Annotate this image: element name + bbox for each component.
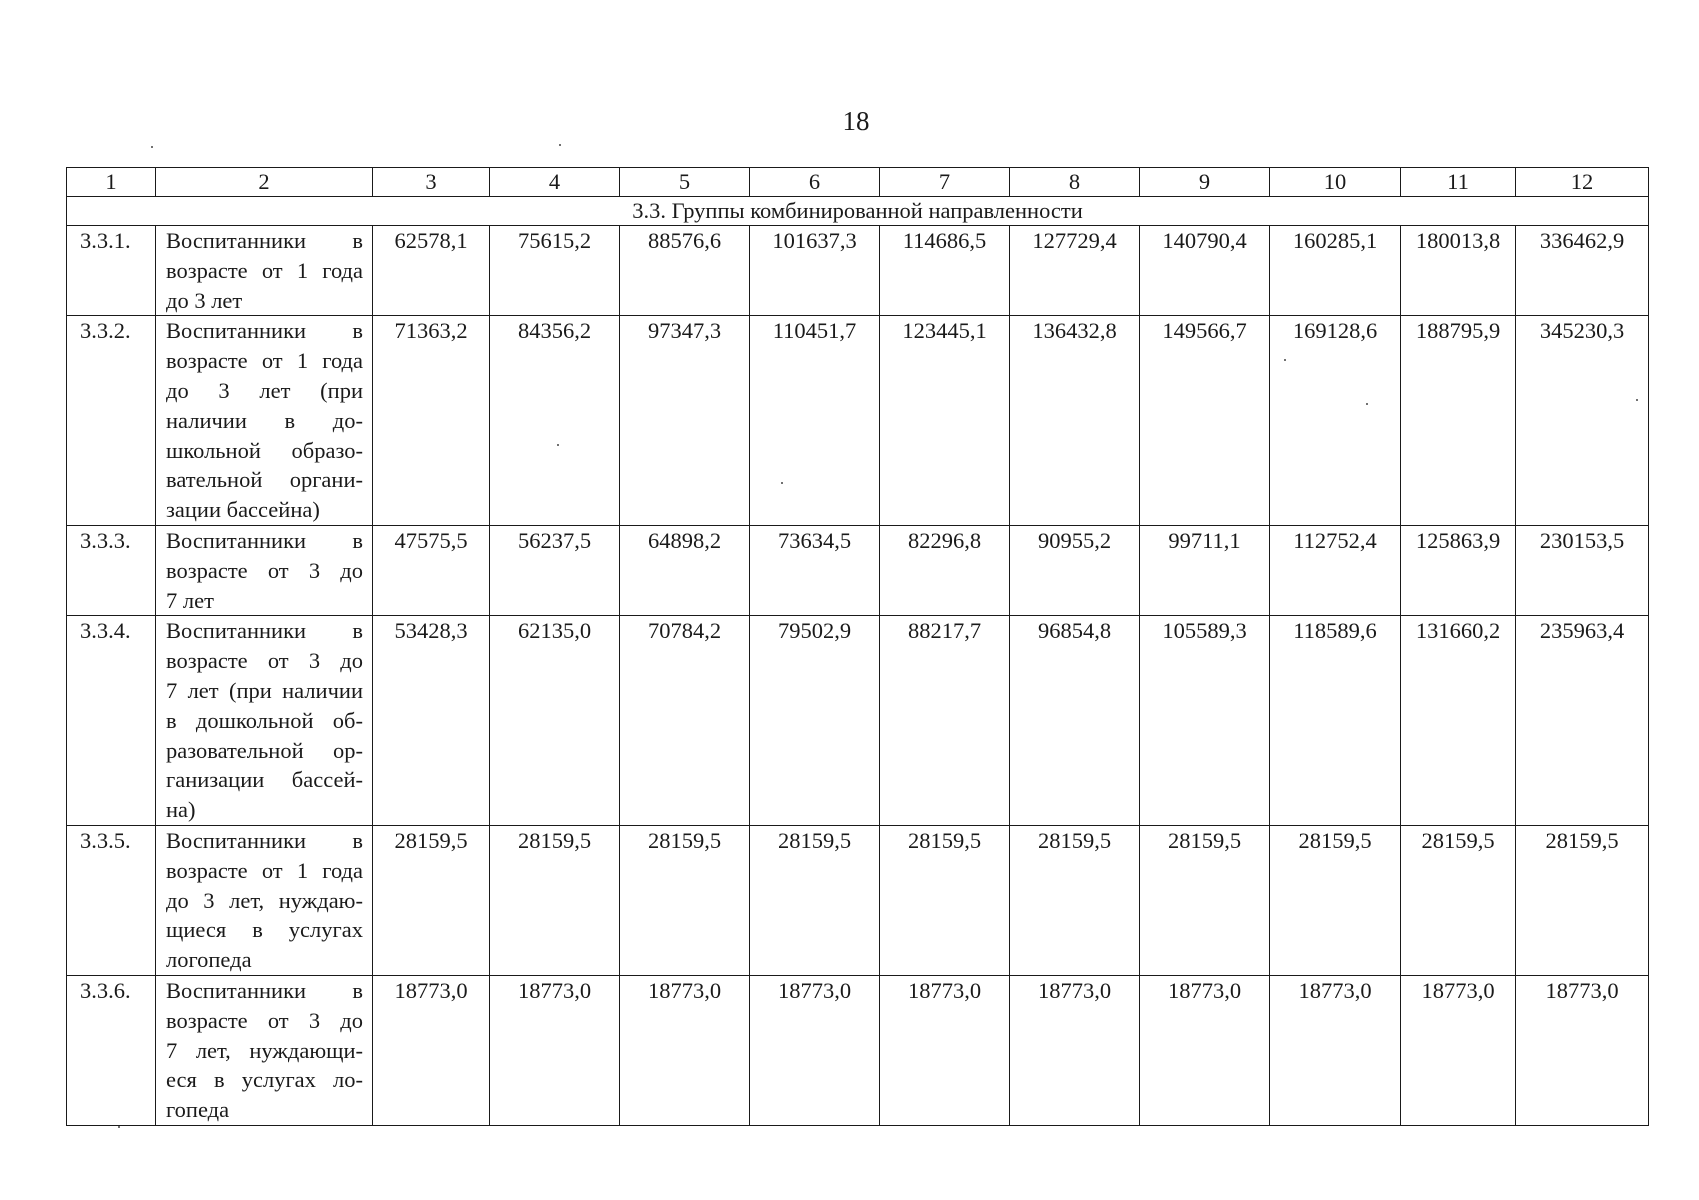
table-row bbox=[67, 825, 1649, 975]
value-cell: 28159,5 bbox=[1516, 825, 1649, 975]
value-cell: 18773,0 bbox=[490, 975, 620, 1125]
row-description bbox=[156, 226, 373, 316]
value-cell: 84356,2 bbox=[490, 316, 620, 526]
column-header: 5 bbox=[620, 168, 750, 197]
section-title: 3.3. Группы комбинированной направленности bbox=[67, 197, 1649, 226]
description-line: логопеда bbox=[166, 947, 252, 973]
description-line: школьной образо- bbox=[166, 437, 363, 463]
value-cell: 149566,7 bbox=[1140, 316, 1270, 526]
value-cell: 18773,0 bbox=[373, 975, 490, 1125]
value-cell: 18773,0 bbox=[620, 975, 750, 1125]
column-header: 4 bbox=[490, 168, 620, 197]
value-cell: 56237,5 bbox=[490, 525, 620, 615]
scan-speck bbox=[1636, 399, 1638, 401]
value-cell: 28159,5 bbox=[880, 825, 1010, 975]
description-line: 7 лет bbox=[166, 587, 214, 613]
tariff-table bbox=[66, 167, 1649, 1126]
value-cell: 230153,5 bbox=[1516, 525, 1649, 615]
value-cell: 28159,5 bbox=[1401, 825, 1516, 975]
value-cell: 97347,3 bbox=[620, 316, 750, 526]
value-cell: 18773,0 bbox=[1140, 975, 1270, 1125]
value-cell: 188795,9 bbox=[1401, 316, 1516, 526]
description-line: разовательной ор- bbox=[166, 737, 363, 763]
value-cell: 28159,5 bbox=[373, 825, 490, 975]
scan-speck bbox=[557, 444, 559, 446]
table-row bbox=[67, 226, 1649, 316]
value-cell: 123445,1 bbox=[880, 316, 1010, 526]
description-line: Воспитанники в bbox=[166, 977, 363, 1003]
description-line: наличии в до- bbox=[166, 407, 363, 433]
row-number: 3.3.1. bbox=[67, 226, 156, 316]
column-header: 2 bbox=[156, 168, 373, 197]
column-header: 6 bbox=[750, 168, 880, 197]
value-cell: 114686,5 bbox=[880, 226, 1010, 316]
description-line: Воспитанники в bbox=[166, 827, 363, 853]
description-line: возрасте от 1 года bbox=[166, 857, 363, 883]
description-line: в дошкольной об- bbox=[166, 707, 363, 733]
value-cell: 28159,5 bbox=[1140, 825, 1270, 975]
value-cell: 53428,3 bbox=[373, 616, 490, 826]
value-cell: 18773,0 bbox=[880, 975, 1010, 1125]
value-cell: 28159,5 bbox=[1270, 825, 1401, 975]
scan-speck bbox=[151, 146, 153, 148]
value-cell: 71363,2 bbox=[373, 316, 490, 526]
table-row bbox=[67, 616, 1649, 826]
description-line: Воспитанники в bbox=[166, 318, 363, 344]
row-number: 3.3.3. bbox=[67, 525, 156, 615]
value-cell: 28159,5 bbox=[490, 825, 620, 975]
description-line: Воспитанники в bbox=[166, 228, 363, 253]
value-cell: 75615,2 bbox=[490, 226, 620, 316]
value-cell: 112752,4 bbox=[1270, 525, 1401, 615]
section-row bbox=[67, 197, 1649, 226]
value-cell: 127729,4 bbox=[1010, 226, 1140, 316]
description-line: на) bbox=[166, 797, 196, 823]
value-cell: 90955,2 bbox=[1010, 525, 1140, 615]
value-cell: 47575,5 bbox=[373, 525, 490, 615]
row-number: 3.3.2. bbox=[67, 316, 156, 526]
value-cell: 18773,0 bbox=[1401, 975, 1516, 1125]
row-number: 3.3.4. bbox=[67, 616, 156, 826]
value-cell: 88217,7 bbox=[880, 616, 1010, 826]
table-row bbox=[67, 525, 1649, 615]
scan-speck bbox=[559, 144, 561, 146]
description-line: возрасте от 3 до bbox=[166, 557, 363, 583]
column-header: 12 bbox=[1516, 168, 1649, 197]
row-number: 3.3.5. bbox=[67, 825, 156, 975]
value-cell: 110451,7 bbox=[750, 316, 880, 526]
column-header: 7 bbox=[880, 168, 1010, 197]
scan-speck bbox=[1366, 403, 1368, 405]
description-line: до 3 лет bbox=[166, 287, 243, 313]
description-line: ганизации бассей- bbox=[166, 767, 363, 793]
value-cell: 99711,1 bbox=[1140, 525, 1270, 615]
value-cell: 140790,4 bbox=[1140, 226, 1270, 316]
description-line: до 3 лет, нуждаю- bbox=[166, 887, 363, 913]
row-description bbox=[156, 316, 373, 526]
column-header: 1 bbox=[67, 168, 156, 197]
value-cell: 73634,5 bbox=[750, 525, 880, 615]
value-cell: 18773,0 bbox=[1516, 975, 1649, 1125]
column-header: 11 bbox=[1401, 168, 1516, 197]
row-number: 3.3.6. bbox=[67, 975, 156, 1125]
row-description bbox=[156, 616, 373, 826]
description-line: до 3 лет (при bbox=[166, 377, 363, 403]
value-cell: 82296,8 bbox=[880, 525, 1010, 615]
row-description bbox=[156, 975, 373, 1125]
description-line: 7 лет (при наличии bbox=[166, 677, 363, 703]
column-header: 3 bbox=[373, 168, 490, 197]
page-number: 18 bbox=[842, 106, 870, 136]
description-line: Воспитанники в bbox=[166, 618, 363, 644]
scan-speck bbox=[781, 482, 783, 484]
value-cell: 136432,8 bbox=[1010, 316, 1140, 526]
value-cell: 131660,2 bbox=[1401, 616, 1516, 826]
column-header: 9 bbox=[1140, 168, 1270, 197]
description-line: возрасте от 3 до bbox=[166, 648, 363, 674]
description-line: возрасте от 1 года bbox=[166, 348, 363, 374]
column-header: 10 bbox=[1270, 168, 1401, 197]
header-row bbox=[67, 168, 1649, 197]
row-description bbox=[156, 525, 373, 615]
value-cell: 79502,9 bbox=[750, 616, 880, 826]
description-line: зации бассейна) bbox=[166, 497, 320, 523]
column-header: 8 bbox=[1010, 168, 1140, 197]
description-line: возрасте от 1 года bbox=[166, 257, 363, 283]
value-cell: 125863,9 bbox=[1401, 525, 1516, 615]
value-cell: 118589,6 bbox=[1270, 616, 1401, 826]
value-cell: 18773,0 bbox=[750, 975, 880, 1125]
description-line: еся в услугах ло- bbox=[166, 1067, 363, 1093]
value-cell: 62135,0 bbox=[490, 616, 620, 826]
value-cell: 28159,5 bbox=[750, 825, 880, 975]
value-cell: 101637,3 bbox=[750, 226, 880, 316]
value-cell: 88576,6 bbox=[620, 226, 750, 316]
table-row bbox=[67, 316, 1649, 526]
row-description bbox=[156, 825, 373, 975]
value-cell: 96854,8 bbox=[1010, 616, 1140, 826]
value-cell: 345230,3 bbox=[1516, 316, 1649, 526]
value-cell: 28159,5 bbox=[620, 825, 750, 975]
value-cell: 180013,8 bbox=[1401, 226, 1516, 316]
description-line: возрасте от 3 до bbox=[166, 1007, 363, 1033]
value-cell: 18773,0 bbox=[1270, 975, 1401, 1125]
scan-speck bbox=[118, 1126, 120, 1128]
description-line: 7 лет, нуждающи- bbox=[166, 1037, 363, 1063]
value-cell: 169128,6 bbox=[1270, 316, 1401, 526]
value-cell: 28159,5 bbox=[1010, 825, 1140, 975]
description-line: щиеся в услугах bbox=[166, 917, 363, 943]
table-row bbox=[67, 975, 1649, 1125]
value-cell: 336462,9 bbox=[1516, 226, 1649, 316]
value-cell: 64898,2 bbox=[620, 525, 750, 615]
scan-speck bbox=[1284, 359, 1286, 361]
value-cell: 235963,4 bbox=[1516, 616, 1649, 826]
value-cell: 18773,0 bbox=[1010, 975, 1140, 1125]
value-cell: 160285,1 bbox=[1270, 226, 1401, 316]
value-cell: 62578,1 bbox=[373, 226, 490, 316]
value-cell: 105589,3 bbox=[1140, 616, 1270, 826]
value-cell: 70784,2 bbox=[620, 616, 750, 826]
description-line: Воспитанники в bbox=[166, 527, 363, 553]
description-line: гопеда bbox=[166, 1097, 230, 1123]
description-line: вательной органи- bbox=[166, 467, 363, 493]
